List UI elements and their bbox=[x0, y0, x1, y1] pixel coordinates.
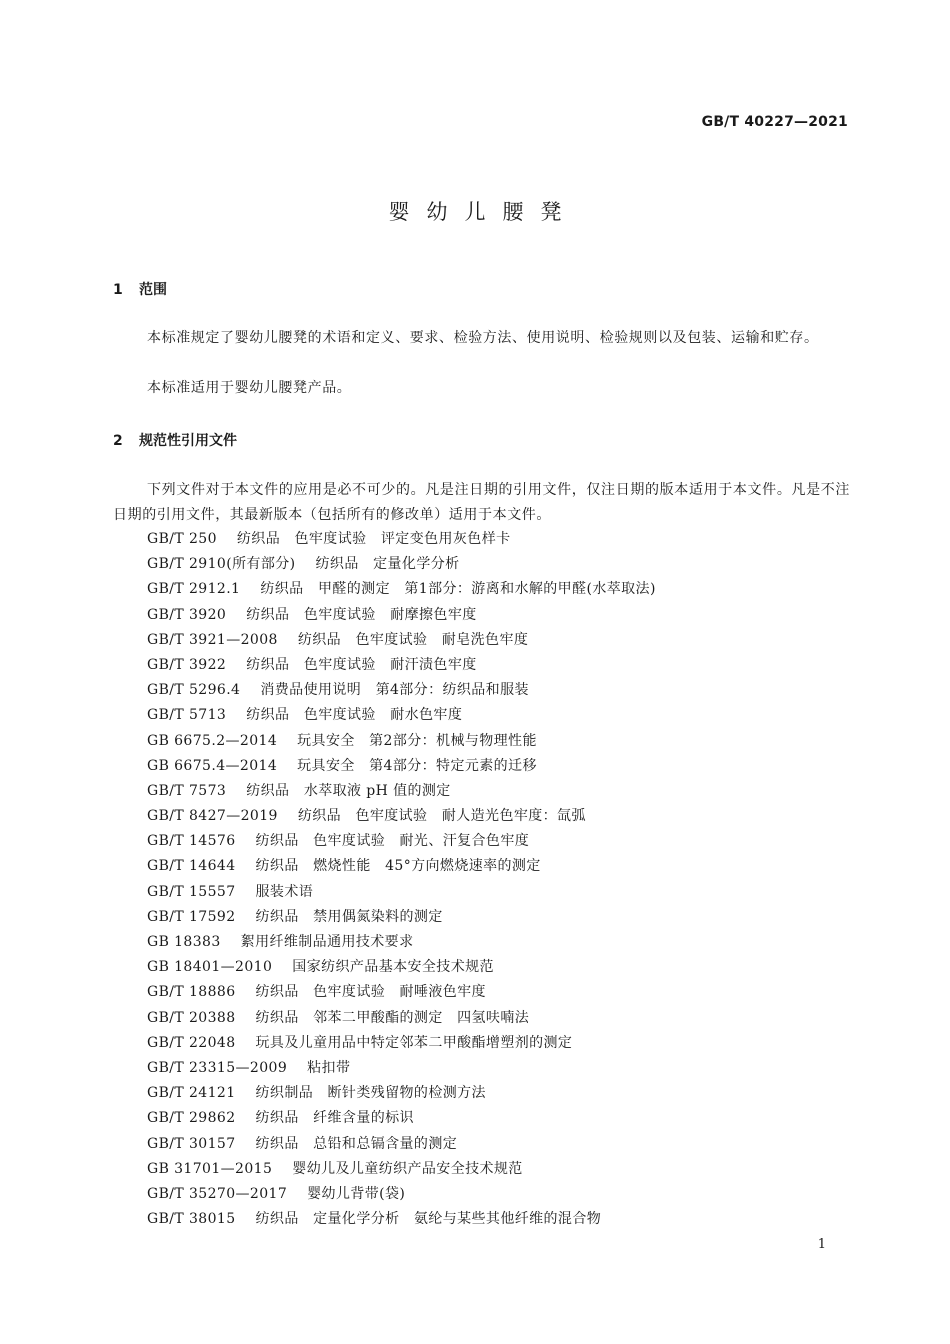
reference-item bbox=[147, 527, 656, 552]
reference-item bbox=[147, 603, 656, 628]
reference-title: 纺织品 色牢度试验 耐水色牢度 bbox=[246, 707, 463, 724]
reference-item bbox=[147, 880, 656, 905]
reference-item bbox=[147, 779, 656, 804]
reference-item bbox=[147, 1157, 656, 1182]
reference-list bbox=[147, 527, 656, 1232]
reference-title: 纺织品 定量化学分析 bbox=[315, 556, 460, 573]
reference-item bbox=[147, 678, 656, 703]
reference-code: GB/T 15557 bbox=[147, 883, 236, 900]
section-1-number: 1 bbox=[113, 282, 123, 298]
reference-item bbox=[147, 729, 656, 754]
reference-item bbox=[147, 955, 656, 980]
reference-code: GB 18401—2010 bbox=[147, 959, 273, 976]
reference-title: 纺织品 水萃取液 pH 值的测定 bbox=[246, 782, 451, 799]
reference-title: 纺织品 总铅和总镉含量的测定 bbox=[255, 1135, 458, 1152]
section-1-heading bbox=[113, 279, 167, 299]
section-1-paragraph-scope: 本标准规定了婴幼儿腰凳的术语和定义、要求、检验方法、使用说明、检验规则以及包装、运输和贮存。 bbox=[147, 330, 819, 346]
reference-item bbox=[147, 854, 656, 879]
reference-title: 纺织品 禁用偶氮染料的测定 bbox=[255, 908, 443, 925]
reference-title: 纺织品 色牢度试验 耐汗渍色牢度 bbox=[246, 656, 477, 673]
reference-item bbox=[147, 754, 656, 779]
page-number: 1 bbox=[817, 1237, 826, 1252]
reference-item bbox=[147, 628, 656, 653]
reference-code: GB/T 3922 bbox=[147, 656, 227, 673]
section-2-intro: 下列文件对于本文件的应用是必不可少的。凡是注日期的引用文件，仅注日期的版本适用于本文件。凡是不注日期的引用文件，其最新版本（包括所有的修改单）适用于本文件。 bbox=[113, 482, 850, 523]
reference-item bbox=[147, 1031, 656, 1056]
reference-code: GB/T 2910(所有部分) bbox=[147, 556, 296, 573]
reference-title: 玩具安全 第4部分：特定元素的迁移 bbox=[297, 757, 537, 774]
reference-code: GB/T 24121 bbox=[147, 1085, 236, 1102]
reference-item bbox=[147, 703, 656, 728]
reference-title: 玩具安全 第2部分：机械与物理性能 bbox=[297, 732, 537, 749]
reference-item bbox=[147, 1006, 656, 1031]
reference-title: 婴幼儿背带(袋) bbox=[307, 1185, 406, 1202]
reference-code: GB/T 14576 bbox=[147, 833, 236, 850]
reference-title: 国家纺织产品基本安全技术规范 bbox=[292, 959, 494, 976]
section-1-title: 范围 bbox=[139, 282, 167, 298]
reference-item bbox=[147, 804, 656, 829]
reference-code: GB/T 250 bbox=[147, 531, 217, 547]
reference-title: 服装术语 bbox=[255, 883, 314, 900]
reference-code: GB/T 38015 bbox=[147, 1211, 236, 1228]
reference-title: 纺织品 纤维含量的标识 bbox=[255, 1110, 414, 1127]
reference-code: GB/T 22048 bbox=[147, 1034, 236, 1051]
reference-code: GB/T 3920 bbox=[147, 606, 227, 623]
reference-title: 消费品使用说明 第4部分：纺织品和服装 bbox=[260, 682, 529, 699]
reference-item bbox=[147, 1106, 656, 1131]
reference-code: GB/T 29862 bbox=[147, 1110, 236, 1127]
standard-number: GB/T 40227—2021 bbox=[701, 114, 848, 130]
section-2-number: 2 bbox=[113, 433, 123, 449]
reference-code: GB/T 18886 bbox=[147, 984, 236, 1001]
reference-title: 纺织品 色牢度试验 耐摩擦色牢度 bbox=[246, 606, 477, 623]
reference-title: 纺织品 燃烧性能 45°方向燃烧速率的测定 bbox=[255, 858, 541, 875]
section-2-title: 规范性引用文件 bbox=[139, 433, 237, 449]
reference-title: 纺织品 色牢度试验 耐唾液色牢度 bbox=[255, 984, 486, 1001]
reference-item bbox=[147, 577, 656, 602]
reference-item bbox=[147, 905, 656, 930]
reference-title: 纺织品 色牢度试验 耐光、汗复合色牢度 bbox=[255, 833, 530, 850]
reference-title: 纺织品 色牢度试验 耐皂洗色牢度 bbox=[297, 631, 529, 648]
reference-title: 絮用纤维制品通用技术要求 bbox=[240, 934, 414, 950]
reference-item bbox=[147, 1056, 656, 1081]
reference-code: GB/T 2912.1 bbox=[147, 581, 241, 598]
reference-item bbox=[147, 1207, 656, 1232]
reference-code: GB/T 35270—2017 bbox=[147, 1185, 288, 1202]
reference-item bbox=[147, 653, 656, 678]
reference-title: 玩具及儿童用品中特定邻苯二甲酸酯增塑剂的测定 bbox=[255, 1034, 573, 1051]
reference-code: GB/T 5296.4 bbox=[147, 682, 241, 699]
reference-item bbox=[147, 1132, 656, 1157]
reference-item bbox=[147, 829, 656, 854]
reference-code: GB/T 7573 bbox=[147, 782, 227, 799]
reference-code: GB/T 17592 bbox=[147, 908, 236, 925]
document-title: 婴幼儿腰凳 bbox=[388, 200, 579, 224]
reference-code: GB/T 8427—2019 bbox=[147, 808, 278, 825]
reference-code: GB 6675.2—2014 bbox=[147, 732, 278, 749]
reference-title: 纺织品 邻苯二甲酸酯的测定 四氢呋喃法 bbox=[255, 1009, 530, 1026]
reference-title: 纺织品 色牢度试验 评定变色用灰色样卡 bbox=[236, 531, 511, 547]
reference-title: 纺织制品 断针类残留物的检测方法 bbox=[255, 1085, 486, 1102]
reference-item bbox=[147, 1081, 656, 1106]
reference-title: 纺织品 定量化学分析 氨纶与某些其他纤维的混合物 bbox=[255, 1211, 602, 1228]
reference-code: GB/T 20388 bbox=[147, 1009, 236, 1026]
reference-code: GB/T 14644 bbox=[147, 858, 236, 875]
reference-code: GB/T 3921—2008 bbox=[147, 631, 278, 648]
reference-item bbox=[147, 552, 656, 577]
section-2-heading bbox=[113, 430, 237, 450]
reference-title: 粘扣带 bbox=[307, 1059, 351, 1076]
reference-code: GB/T 30157 bbox=[147, 1135, 236, 1152]
reference-code: GB 18383 bbox=[147, 934, 221, 950]
reference-item bbox=[147, 980, 656, 1005]
reference-title: 婴幼儿及儿童纺织产品安全技术规范 bbox=[292, 1160, 523, 1177]
reference-code: GB/T 5713 bbox=[147, 707, 227, 724]
reference-title: 纺织品 色牢度试验 耐人造光色牢度：氙弧 bbox=[297, 808, 586, 825]
reference-title: 纺织品 甲醛的测定 第1部分：游离和水解的甲醛(水萃取法) bbox=[260, 581, 656, 598]
reference-code: GB 6675.4—2014 bbox=[147, 757, 278, 774]
reference-code: GB 31701—2015 bbox=[147, 1160, 273, 1177]
reference-code: GB/T 23315—2009 bbox=[147, 1059, 288, 1076]
reference-item bbox=[147, 930, 656, 955]
reference-item bbox=[147, 1182, 656, 1207]
section-1-paragraph-applicability: 本标准适用于婴幼儿腰凳产品。 bbox=[147, 380, 352, 396]
